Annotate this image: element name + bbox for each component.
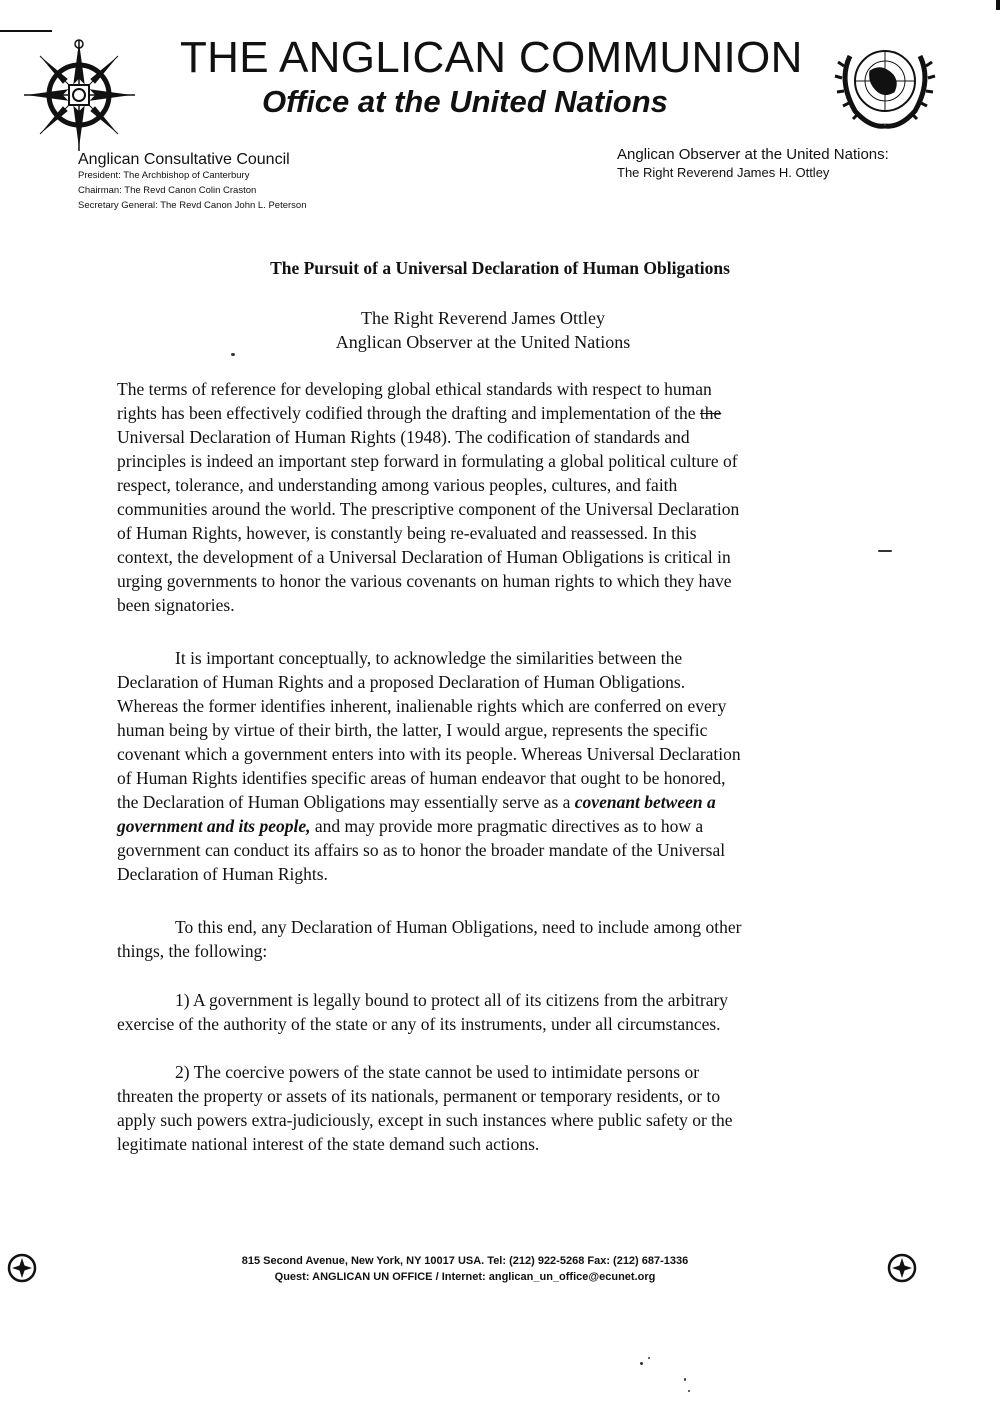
observer-name: The Right Reverend James H. Ottley	[617, 165, 830, 180]
scan-speck	[688, 1390, 690, 1392]
text-line: 1) A government is legally bound to protect all of its citizens from the arbitrary	[175, 990, 729, 1010]
scan-mark	[0, 30, 52, 32]
text-line: things, the following:	[117, 941, 268, 961]
text-line: government can conduct its affairs so as to honor the broader mandate of the Universal	[117, 840, 726, 860]
text-line: apply such powers extra-judiciously, except in such instances where public safety or the	[117, 1110, 733, 1130]
text-line: of Human Rights identifies specific areas of human endeavor that ought to be honored,	[117, 768, 726, 788]
text-line: exercise of the authority of the state or any of its instruments, under all circumstances.	[117, 1014, 721, 1034]
emphasis-text: covenant between a	[574, 792, 716, 812]
text-line: context, the development of a Universal Declaration of Human Obligations is critical in	[117, 547, 731, 567]
text-line: Declaration of Human Rights and a proposed Declaration of Human Obligations.	[117, 672, 686, 692]
text-line: urging governments to honor the various covenants on human rights to which they have	[117, 571, 732, 591]
text-line: legitimate national interest of the state demand such actions.	[117, 1134, 540, 1154]
scan-speck	[640, 1362, 643, 1365]
scan-speck	[231, 353, 235, 356]
text-line: It is important conceptually, to acknowledge the similarities between the	[175, 648, 683, 668]
council-president: President: The Archbishop of Canterbury	[78, 170, 250, 181]
paragraph-1	[117, 377, 847, 617]
text-line: Universal Declaration of Human Rights (1948). The codification of standards and	[117, 427, 690, 447]
compass-star-icon	[886, 1252, 918, 1284]
footer-contact: Quest: ANGLICAN UN OFFICE / Internet: anglican_un_office@ecunet.org	[274, 1271, 656, 1283]
scan-speck	[648, 1357, 650, 1359]
observer-label: Anglican Observer at the United Nations:	[617, 146, 889, 163]
text-line: the Declaration of Human Obligations may essentially serve as a covenant between a	[117, 792, 716, 812]
un-emblem-icon	[830, 36, 940, 136]
compass-rose-icon	[22, 38, 137, 153]
author-name: The Right Reverend James Ottley	[361, 308, 605, 328]
author-role: Anglican Observer at the United Nations	[335, 332, 631, 352]
emphasis-text: government and its people,	[117, 816, 311, 836]
text-line: human being by virtue of their birth, the latter, I would argue, represents the specific	[117, 720, 708, 740]
text-line: To this end, any Declaration of Human Obligations, need to include among other	[175, 917, 742, 937]
council-name: Anglican Consultative Council	[78, 151, 290, 168]
text-line: respect, tolerance, and understanding among various peoples, cultures, and faith	[117, 475, 678, 495]
text-line: 2) The coercive powers of the state cannot be used to intimidate persons or	[175, 1062, 700, 1082]
list-item-2	[117, 1060, 847, 1156]
struck-word: the	[699, 403, 722, 423]
page-title: THE ANGLICAN COMMUNION	[180, 33, 803, 82]
text-line: of Human Rights, however, is constantly being re-evaluated and reassessed. In this	[117, 523, 697, 543]
text-line: been signatories.	[117, 595, 235, 615]
council-chairman: Chairman: The Revd Canon Colin Craston	[78, 185, 257, 196]
text-line: The terms of reference for developing global ethical standards with respect to human	[117, 379, 712, 399]
text-line: government and its people, and may provide more pragmatic directives as to how a	[117, 816, 704, 836]
text-line: Whereas the former identifies inherent, inalienable rights which are conferred on every	[117, 696, 727, 716]
list-item-1	[117, 988, 847, 1036]
document-title: The Pursuit of a Universal Declaration of Human Obligations	[270, 258, 730, 278]
council-secretary: Secretary General: The Revd Canon John L. Peterson	[78, 200, 307, 211]
text-line: communities around the world. The prescriptive component of the Universal Declaration	[117, 499, 740, 519]
page-subtitle: Office at the United Nations	[262, 84, 668, 119]
text-line: principles is indeed an important step forward in formulating a global political culture of	[117, 451, 738, 471]
text-line: Declaration of Human Rights.	[117, 864, 328, 884]
paragraph-2	[117, 646, 847, 886]
text-line: covenant which a government enters into with its people. Whereas Universal Declaration	[117, 744, 741, 764]
scan-speck	[878, 550, 892, 552]
scan-speck	[684, 1378, 686, 1381]
paragraph-3	[117, 915, 847, 963]
text-line: threaten the property or assets of its nationals, permanent or temporary residents, or to	[117, 1086, 721, 1106]
footer-address: 815 Second Avenue, New York, NY 10017 USA. Tel: (212) 922-5268 Fax: (212) 687-1336	[241, 1255, 689, 1267]
scan-mark	[996, 0, 1000, 10]
text-line: rights has been effectively codified through the drafting and implementation of the the	[117, 403, 722, 423]
